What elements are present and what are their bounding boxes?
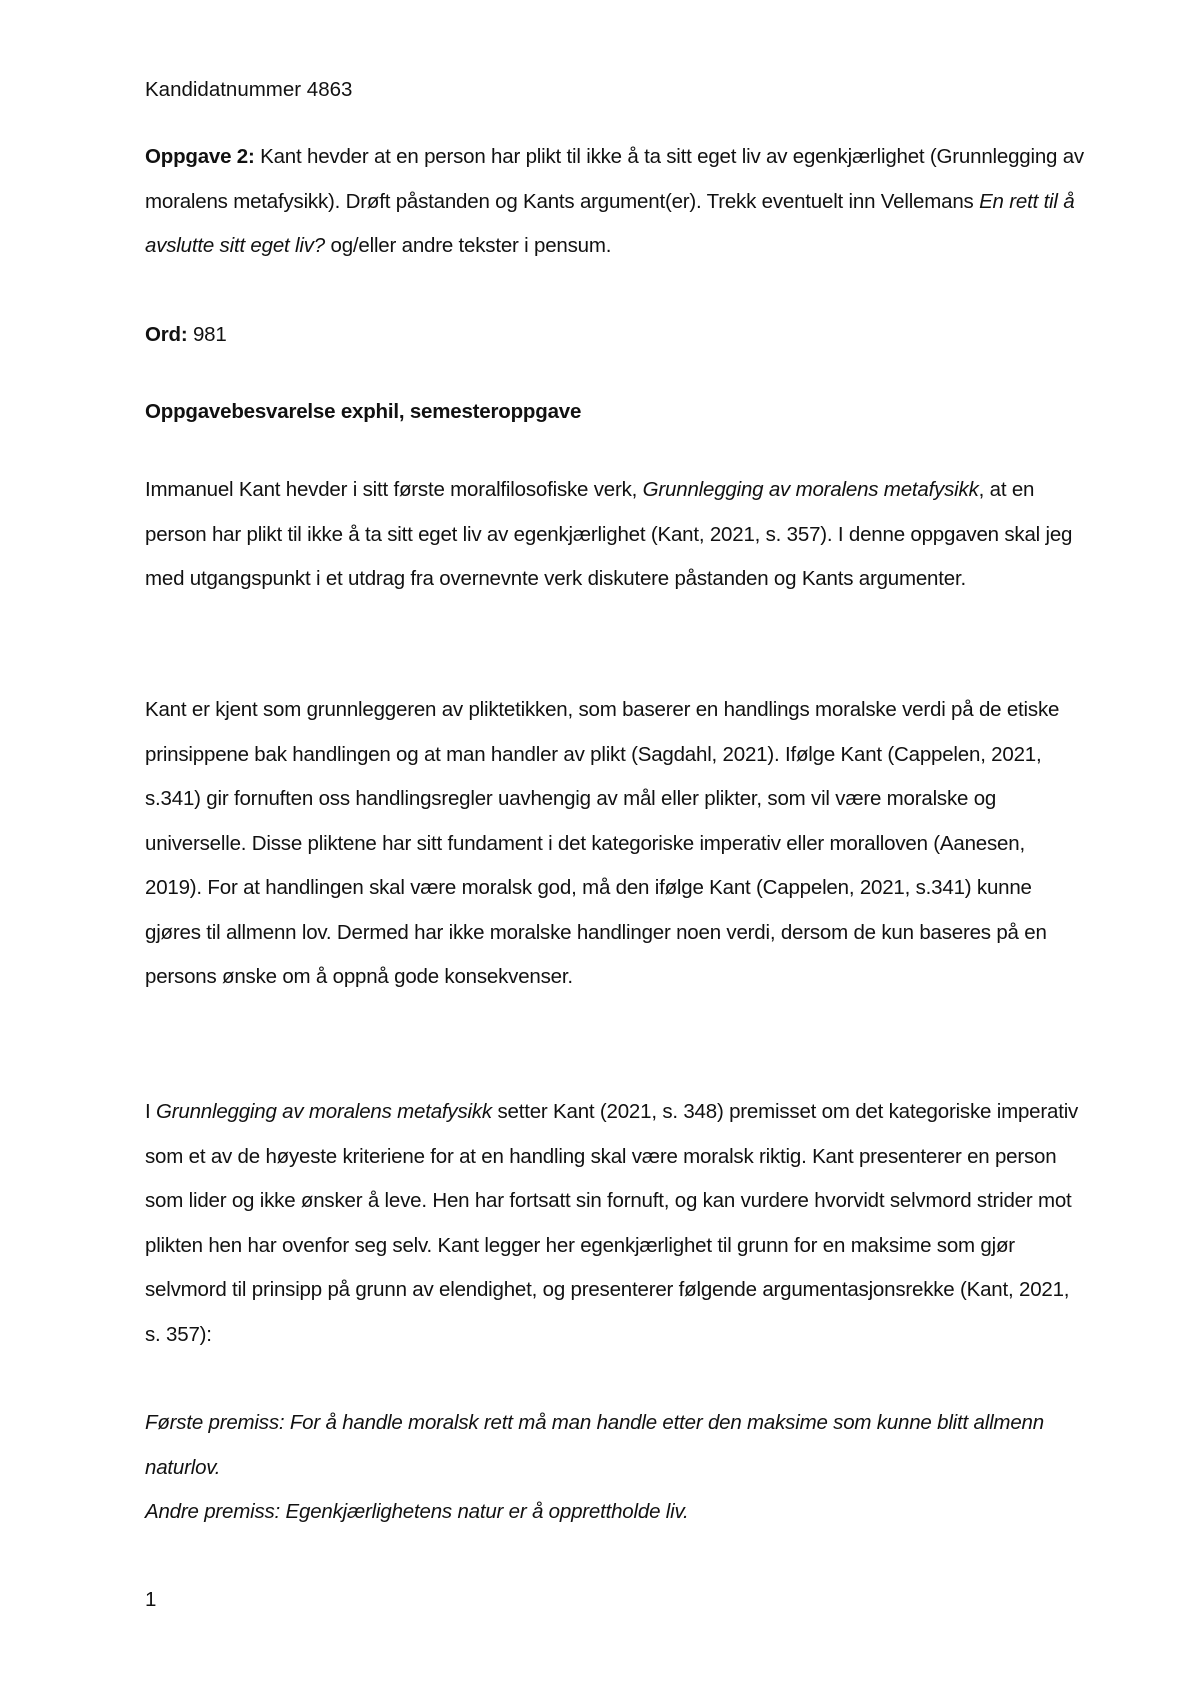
page-number: 1	[145, 1588, 157, 1611]
paragraph-1-text-b: , at en person har plikt til ikke å ta sitt eget liv av egenkjærlighet (Kant, 2021, s. 357). I denne oppgaven skal jeg med utgangspunkt i et utdrag fra overnevnte verk diskutere påstanden og Kants argumenter.	[145, 478, 1073, 590]
premise-list	[145, 1401, 1085, 1535]
paragraph-2-text: Kant er kjent som grunnleggeren av pliktetikken, som baserer en handlings moralske verdi på de etiske prinsippene bak handlingen og at man handler av plikt (Sagdahl, 2021). Ifølge Kant (Cappelen, 2021, s.341) gir fornuften oss handlingsregler uavhengig av mål eller plikter, som vil være moralske og universelle. Disse pliktene har sitt fundament i det kategoriske imperativ eller moralloven (Aanesen, 2019). For at handlingen skal være moralsk god, må den ifølge Kant (Cappelen, 2021, s.341) kunne gjøres til allmenn lov. Dermed har ikke moralske handlinger noen verdi, dersom de kun baseres på en persons ønske om å oppnå gode konsekvenser.	[145, 698, 1060, 988]
word-count-value: 981	[187, 323, 227, 346]
word-count-label: Ord:	[145, 323, 188, 346]
task-velleman-title: En rett til å avslutte sitt eget liv?	[145, 189, 1075, 257]
paragraph-2	[145, 688, 1085, 1000]
premise-2: Andre premiss: Egenkjærlighetens natur er å opprettholde liv.	[145, 1500, 689, 1523]
essay-heading: Oppgavebesvarelse exphil, semesteroppgave	[145, 400, 582, 423]
task-label: Oppgave 2:	[145, 145, 255, 168]
premise-1: Første premiss: For å handle moralsk rett må man handle etter den maksime som kunne blitt allmenn naturlov.	[145, 1411, 1044, 1479]
task-text-2: og/eller andre tekster i pensum.	[325, 234, 612, 257]
paragraph-1-book-title: Grunnlegging av moralens metafysikk	[642, 478, 979, 501]
word-count	[145, 313, 1085, 358]
candidate-number: Kandidatnummer 4863	[145, 78, 353, 101]
paragraph-3-text-b: setter Kant (2021, s. 348) premisset om det kategoriske imperativ som et av de høyeste kriteriene for at en handling skal være moralsk riktig. Kant presenterer en person som lider og ikke ønsker å leve. Hen har fortsatt sin fornuft, og kan vurdere hvorvidt selvmord strider mot plikten hen har ovenfor seg selv. Kant legger her egenkjærlighet til grunn for en maksime som gjør selvmord til prinsipp på grunn av elendighet, og presenterer følgende argumentasjonsrekke (Kant, 2021, s. 357):	[145, 1100, 1079, 1346]
paragraph-1	[145, 468, 1085, 602]
paragraph-3-book-title: Grunnlegging av moralens metafysikk	[156, 1100, 492, 1123]
paragraph-3	[145, 1090, 1085, 1357]
paragraph-3-text-a: I	[145, 1100, 156, 1123]
paragraph-1-text-a: Immanuel Kant hevder i sitt første moralfilosofiske verk,	[145, 478, 643, 501]
task-statement	[145, 135, 1085, 269]
task-text-1: Kant hevder at en person har plikt til ikke å ta sitt eget liv av egenkjærlighet (Grunnlegging av moralens metafysikk). Drøft påstanden og Kants argument(er). Trekk eventuelt inn Vellemans	[145, 145, 1084, 213]
